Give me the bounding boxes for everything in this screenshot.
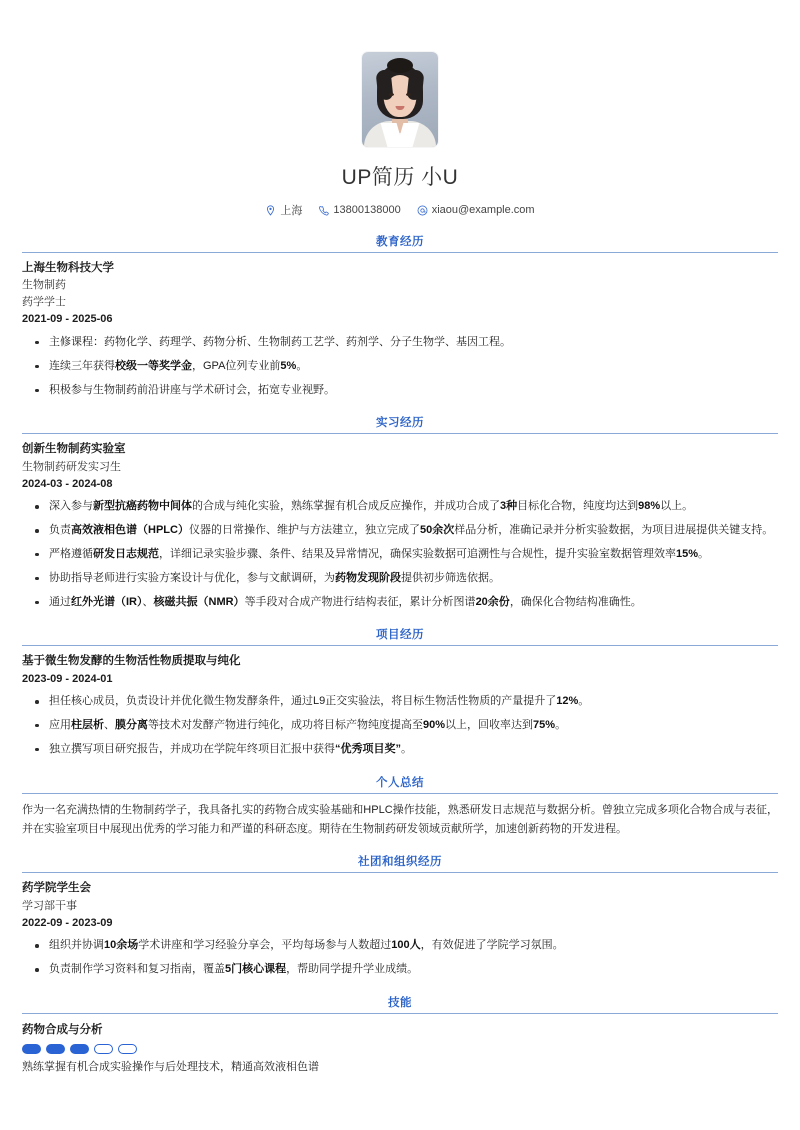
list-item: 主修课程：药物化学、药理学、药物分析、生物制药工艺学、药剂学、分子生物学、基因工程。	[22, 334, 778, 352]
section-title-organization: 社团和组织经历	[358, 856, 442, 869]
section-header	[22, 852, 778, 873]
avatar-eye-right	[406, 93, 411, 96]
skill-pill	[94, 1044, 113, 1054]
list-item: 应用柱层析、膜分离等技术对发酵产物进行纯化，成功将目标产物纯度提高至90%以上，回收率达到75%。	[22, 717, 778, 735]
list-item: 担任核心成员，负责设计并优化微生物发酵条件，通过L9正交实验法，将目标生物活性物质的产量提升了12%。	[22, 693, 778, 711]
list-item: 组织并协调10余场学术讲座和学习经验分享会，平均每场参与人数超过100人，有效促进了学院学习氛围。	[22, 937, 778, 955]
summary-text: 作为一名充满热情的生物制药学子，我具备扎实的药物合成实验基础和HPLC操作技能，熟悉研发日志规范与数据分析。曾独立完成多项化合物合成与表征，并在实验室项目中展现出优秀的学习能力和严谨的科研态度。期待在生物制药研发领域贡献所学，加速创新药物的开发进程。	[22, 803, 778, 835]
education-school: 上海生物科技大学	[22, 262, 114, 274]
contact-email-value: xiaou@example.com	[431, 204, 535, 216]
internship-bullets	[22, 498, 778, 611]
internship-role: 生物制药研发实习生	[22, 460, 121, 473]
section-header	[22, 232, 778, 253]
section-project	[22, 625, 778, 758]
avatar-wrapper	[22, 52, 778, 147]
section-title-project: 项目经历	[376, 629, 424, 642]
contact-email	[417, 204, 535, 216]
page-title: UP简历 小U	[341, 166, 459, 189]
section-internship	[22, 413, 778, 611]
resume-header	[22, 0, 778, 218]
internship-company: 创新生物制药实验室	[22, 443, 126, 456]
email-icon	[417, 205, 428, 216]
section-header	[22, 993, 778, 1014]
avatar	[362, 52, 438, 147]
section-education	[22, 232, 778, 399]
skill-rating	[22, 1044, 778, 1054]
contact-phone	[318, 204, 400, 216]
contact-list	[22, 202, 778, 218]
organization-entry	[22, 873, 778, 979]
section-title-internship: 实习经历	[376, 417, 424, 430]
contact-phone-value: 13800138000	[333, 204, 401, 216]
list-item: 协助指导老师进行实验方案设计与优化，参与文献调研，为药物发现阶段提供初步筛选依据。	[22, 570, 778, 588]
location-pin-icon	[265, 205, 276, 216]
project-date: 2023-09 - 2024-01	[22, 672, 113, 685]
skill-pill	[70, 1044, 89, 1054]
list-item: 负责高效液相色谱（HPLC）仪器的日常操作、维护与方法建立，独立完成了50余次样品分析，准确记录并分析实验数据，为项目进展提供关键支持。	[22, 522, 778, 540]
contact-location-value: 上海	[280, 205, 303, 217]
section-title-summary: 个人总结	[376, 776, 424, 789]
skill-name: 药物合成与分析	[22, 1023, 103, 1036]
education-degree: 药学学士	[22, 296, 66, 309]
list-item: 通过红外光谱（IR）、核磁共振（NMR）等手段对合成产物进行结构表征，累计分析图谱20余份，确保化合物结构准确性。	[22, 594, 778, 612]
list-item: 深入参与新型抗癌药物中间体的合成与纯化实验，熟练掌握有机合成反应操作，并成功合成了3种目标化合物，纯度均达到98%以上。	[22, 498, 778, 516]
organization-role: 学习部干事	[22, 899, 77, 912]
project-bullets	[22, 693, 778, 758]
phone-icon	[318, 205, 329, 216]
section-title-skills: 技能	[388, 996, 412, 1009]
section-header	[22, 413, 778, 434]
contact-location	[265, 202, 302, 218]
project-name: 基于微生物发酵的生物活性物质提取与纯化	[22, 655, 241, 668]
education-major: 生物制药	[22, 279, 66, 292]
section-organization	[22, 852, 778, 979]
internship-entry	[22, 434, 778, 611]
list-item: 连续三年获得校级一等奖学金，GPA位列专业前5%。	[22, 358, 778, 376]
section-summary	[22, 773, 778, 839]
section-title-education: 教育经历	[376, 236, 424, 248]
skill-item	[22, 1014, 778, 1077]
internship-date: 2024-03 - 2024-08	[22, 477, 113, 490]
section-header	[22, 625, 778, 646]
education-date: 2021-09 - 2025-06	[22, 313, 113, 326]
organization-date: 2022-09 - 2023-09	[22, 916, 113, 929]
section-header	[22, 773, 778, 794]
skill-pill	[22, 1044, 41, 1054]
avatar-eye-left	[389, 93, 394, 96]
organization-bullets	[22, 937, 778, 979]
skill-pill	[118, 1044, 137, 1054]
list-item: 负责制作学习资料和复习指南，覆盖5门核心课程，帮助同学提升学业成绩。	[22, 961, 778, 979]
education-bullets	[22, 334, 778, 399]
skill-description: 熟练掌握有机合成实验操作与后处理技术，精通高效液相色谱	[22, 1061, 319, 1074]
project-entry	[22, 646, 778, 758]
education-entry	[22, 253, 778, 399]
skill-pill	[46, 1044, 65, 1054]
section-skills	[22, 993, 778, 1077]
organization-name: 药学院学生会	[22, 882, 91, 895]
list-item: 严格遵循研发日志规范，详细记录实验步骤、条件、结果及异常情况，确保实验数据可追溯性与合规性，提升实验室数据管理效率15%。	[22, 546, 778, 564]
list-item: 积极参与生物制药前沿讲座与学术研讨会，拓宽专业视野。	[22, 382, 778, 400]
list-item: 独立撰写项目研究报告，并成功在学院年终项目汇报中获得“优秀项目奖”。	[22, 741, 778, 759]
